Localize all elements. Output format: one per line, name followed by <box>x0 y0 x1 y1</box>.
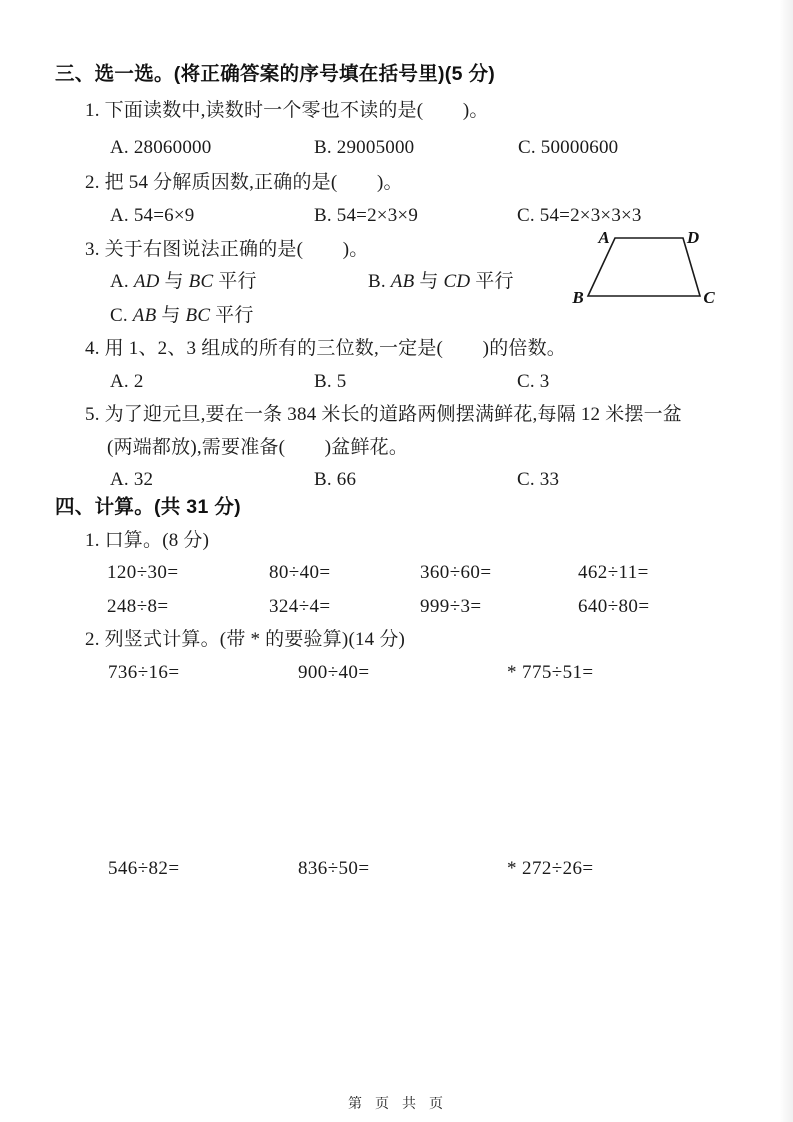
page-footer: 第 页 共 页 <box>348 1097 445 1112</box>
question-2-option-a: A. 54=6×9 <box>110 205 195 226</box>
question-1-option-b: B. 29005000 <box>314 137 415 158</box>
option-a-letter: A. <box>110 271 134 292</box>
written-calc-label: 2. 列竖式计算。(带 * 的要验算)(14 分) <box>85 629 406 650</box>
option-b-segment: AB <box>390 271 415 292</box>
question-1-option-a: A. 28060000 <box>110 137 212 158</box>
question-4-option-b: B. 5 <box>314 371 347 392</box>
question-4-text: 4. 用 1、2、3 组成的所有的三位数,一定是( )的倍数。 <box>85 338 567 359</box>
question-1-text: 1. 下面读数中,读数时一个零也不读的是( )。 <box>85 100 489 121</box>
question-4-options <box>0 370 793 396</box>
oral-problem: 324÷4= <box>269 596 331 617</box>
trapezoid-figure <box>568 220 718 306</box>
question-5-options <box>0 468 793 494</box>
written-calc-row-2 <box>0 857 793 883</box>
written-problem: 736÷16= <box>108 662 180 683</box>
vertex-label-top-left: A <box>598 228 610 247</box>
option-a-segment: AD <box>133 271 160 292</box>
question-5-option-a: A. 32 <box>110 469 154 490</box>
oral-problem: 80÷40= <box>269 562 331 583</box>
question-2-option-b: B. 54=2×3×9 <box>314 205 419 226</box>
question-5-option-b: B. 66 <box>314 469 357 490</box>
oral-problem: 248÷8= <box>107 596 169 617</box>
oral-calc-row-1 <box>0 561 793 587</box>
oral-problem: 120÷30= <box>107 562 179 583</box>
question-5-text-line-2: (两端都放),需要准备( )盆鲜花。 <box>107 437 409 458</box>
oral-problem: 999÷3= <box>420 596 482 617</box>
question-4-option-c: C. 3 <box>517 371 550 392</box>
vertex-label-bottom-right: C <box>703 288 715 306</box>
oral-problem: 360÷60= <box>420 562 492 583</box>
section-3-heading: 三、选一选。(将正确答案的序号填在括号里)(5 分) <box>55 63 496 85</box>
option-c-letter: C. <box>110 305 133 326</box>
written-problem-check: * 775÷51= <box>507 662 594 683</box>
written-problem: 900÷40= <box>298 662 370 683</box>
oral-problem: 462÷11= <box>578 562 649 583</box>
written-calc-row-1 <box>0 661 793 687</box>
oral-calc-row-2 <box>0 595 793 621</box>
vertex-label-top-right: D <box>686 228 700 247</box>
section-4-heading: 四、计算。(共 31 分) <box>55 496 241 518</box>
option-a-tail: 平行 <box>213 271 257 292</box>
option-b-conjunction: 与 <box>414 271 444 292</box>
option-c-segment: BC <box>185 305 211 326</box>
written-problem-check: * 272÷26= <box>507 858 594 879</box>
written-problem: 836÷50= <box>298 858 370 879</box>
question-3-option-a <box>110 270 257 294</box>
question-2-text: 2. 把 54 分解质因数,正确的是( )。 <box>85 172 403 193</box>
option-a-conjunction: 与 <box>159 271 189 292</box>
question-3-options-row-2 <box>0 304 793 330</box>
option-b-segment: CD <box>443 271 471 292</box>
vertex-label-bottom-left: B <box>572 288 584 306</box>
question-3-option-b <box>368 270 514 294</box>
question-5-option-c: C. 33 <box>517 469 560 490</box>
question-1-options <box>0 136 793 162</box>
question-4-option-a: A. 2 <box>110 371 144 392</box>
option-a-segment: BC <box>188 271 214 292</box>
question-1-option-c: C. 50000600 <box>518 137 619 158</box>
oral-calc-label: 1. 口算。(8 分) <box>85 530 210 551</box>
question-3-text: 3. 关于右图说法正确的是( )。 <box>85 239 369 260</box>
written-problem: 546÷82= <box>108 858 180 879</box>
option-c-segment: AB <box>132 305 157 326</box>
option-c-conjunction: 与 <box>156 305 186 326</box>
oral-problem: 640÷80= <box>578 596 650 617</box>
option-b-letter: B. <box>368 271 391 292</box>
question-2-option-c: C. 54=2×3×3×3 <box>517 205 642 226</box>
question-3-option-c <box>110 304 254 328</box>
option-c-tail: 平行 <box>210 305 254 326</box>
question-5-text-line-1: 5. 为了迎元旦,要在一条 384 米长的道路两侧摆满鲜花,每隔 12 米摆一盆 <box>85 404 683 425</box>
option-b-tail: 平行 <box>470 271 514 292</box>
